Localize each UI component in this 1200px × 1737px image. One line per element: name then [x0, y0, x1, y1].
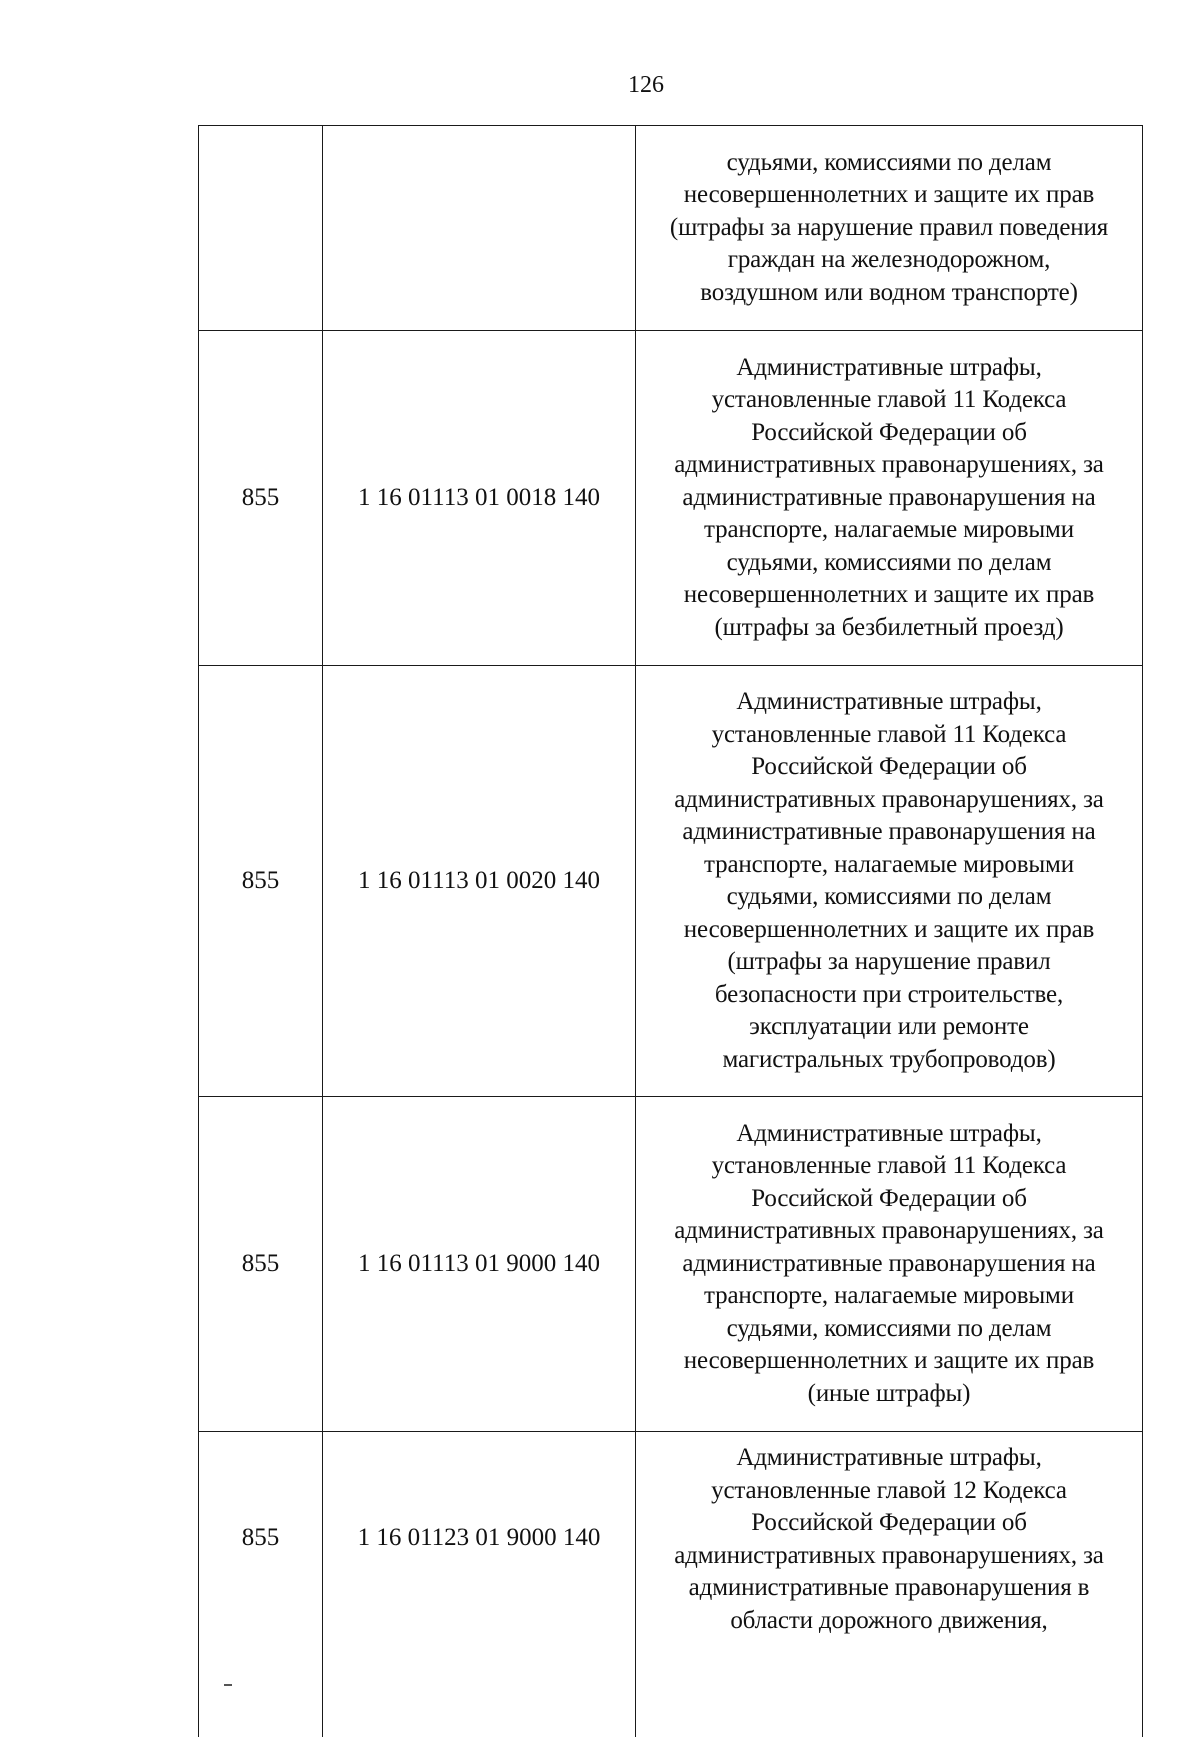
table-row [199, 1432, 1143, 1737]
description-line: Российской Федерации об [638, 417, 1140, 450]
page-number: 126 [0, 70, 1200, 100]
description-line: несовершеннолетних и защите их прав [638, 179, 1140, 212]
budget-codes-table [198, 125, 1143, 1737]
budget-code-cell: 1 16 01113 01 0018 140 [323, 331, 636, 666]
description-line: Российской Федерации об [638, 751, 1140, 784]
description-line: административные правонарушения на [638, 1248, 1140, 1281]
description-cell [636, 1097, 1143, 1432]
description-line: Российской Федерации об [638, 1183, 1140, 1216]
description-line: административные правонарушения в [638, 1572, 1140, 1605]
description-line: Административные штрафы, [638, 1118, 1140, 1151]
description-line: установленные главой 11 Кодекса [638, 1150, 1140, 1183]
admin-code-cell: 855 [199, 1432, 323, 1737]
budget-code-cell: 1 16 01113 01 0020 140 [323, 666, 636, 1097]
admin-code-cell [199, 126, 323, 331]
description-cell [636, 1432, 1143, 1737]
description-line: судьями, комиссиями по делам [638, 547, 1140, 580]
description-line: установленные главой 11 Кодекса [638, 384, 1140, 417]
budget-code-cell: 1 16 01113 01 9000 140 [323, 1097, 636, 1432]
description-line: административных правонарушениях, за [638, 1215, 1140, 1248]
description-line: транспорте, налагаемые мировыми [638, 849, 1140, 882]
description-line: судьями, комиссиями по делам [638, 147, 1140, 180]
description-line: Административные штрафы, [638, 352, 1140, 385]
description-cell [636, 666, 1143, 1097]
table-row [199, 126, 1143, 331]
description-line: административных правонарушениях, за [638, 1540, 1140, 1573]
description-line: несовершеннолетних и защите их прав [638, 1345, 1140, 1378]
description-line: административные правонарушения на [638, 482, 1140, 515]
description-line: административные правонарушения на [638, 816, 1140, 849]
description-line: судьями, комиссиями по делам [638, 881, 1140, 914]
description-line: граждан на железнодорожном, [638, 244, 1140, 277]
table-row [199, 1097, 1143, 1432]
description-line: воздушном или водном транспорте) [638, 277, 1140, 310]
description-cell [636, 331, 1143, 666]
description-line: эксплуатации или ремонте [638, 1011, 1140, 1044]
table-row [199, 331, 1143, 666]
scan-mark [224, 1684, 232, 1686]
description-line: безопасности при строительстве, [638, 979, 1140, 1012]
description-line: Административные штрафы, [638, 686, 1140, 719]
description-cell [636, 126, 1143, 331]
table-row [199, 666, 1143, 1097]
description-line: административных правонарушениях, за [638, 449, 1140, 482]
admin-code-cell: 855 [199, 666, 323, 1097]
description-line: установленные главой 11 Кодекса [638, 719, 1140, 752]
description-line: транспорте, налагаемые мировыми [638, 1280, 1140, 1313]
description-line: транспорте, налагаемые мировыми [638, 514, 1140, 547]
description-line: Российской Федерации об [638, 1507, 1140, 1540]
admin-code-cell: 855 [199, 331, 323, 666]
description-line: несовершеннолетних и защите их прав [638, 579, 1140, 612]
description-line: установленные главой 12 Кодекса [638, 1475, 1140, 1508]
description-line: (штрафы за нарушение правил [638, 946, 1140, 979]
description-line: (штрафы за нарушение правил поведения [638, 212, 1140, 245]
description-line: магистральных трубопроводов) [638, 1044, 1140, 1077]
budget-code-cell: 1 16 01123 01 9000 140 [323, 1432, 636, 1737]
description-line: (иные штрафы) [638, 1378, 1140, 1411]
description-line: административных правонарушениях, за [638, 784, 1140, 817]
budget-code-cell [323, 126, 636, 331]
description-line: несовершеннолетних и защите их прав [638, 914, 1140, 947]
admin-code-cell: 855 [199, 1097, 323, 1432]
description-line: области дорожного движения, [638, 1605, 1140, 1638]
description-line: (штрафы за безбилетный проезд) [638, 612, 1140, 645]
description-line: судьями, комиссиями по делам [638, 1313, 1140, 1346]
description-line: Административные штрафы, [638, 1442, 1140, 1475]
